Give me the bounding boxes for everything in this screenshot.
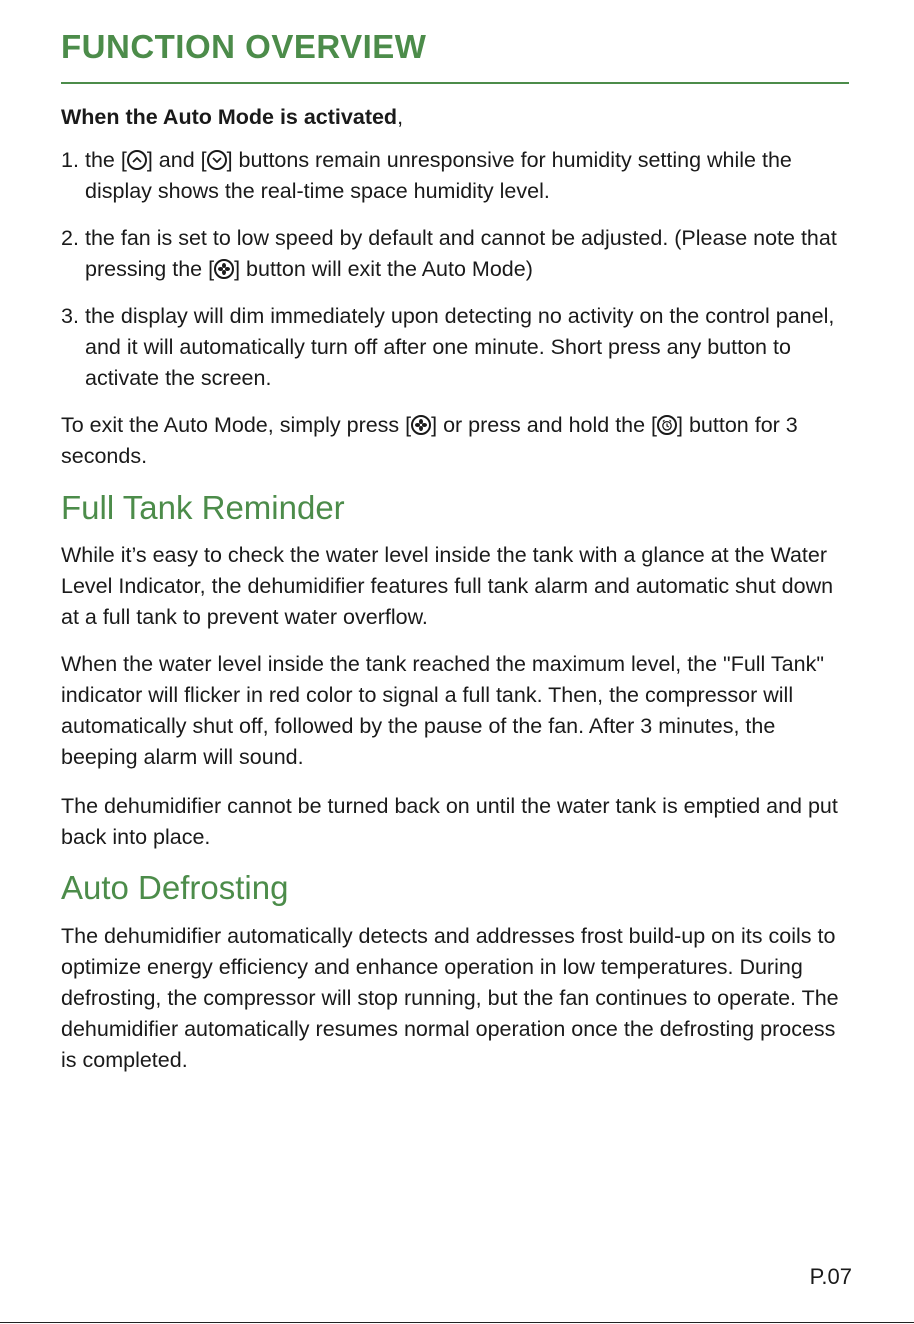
list-number: 3.	[61, 304, 79, 328]
page-title: FUNCTION OVERVIEW	[61, 28, 427, 65]
auto-mode-exit	[61, 410, 851, 472]
section-heading-auto-defrost: Auto Defrosting	[61, 869, 289, 906]
page-number: P.07	[809, 1264, 852, 1289]
exit-text: ] button for 3 seconds.	[61, 413, 798, 468]
chevron-up-icon	[127, 150, 147, 170]
list-text: the [	[85, 148, 127, 172]
list-text: ] buttons remain unresponsive for humidity setting while the display shows the real-time space humidity level.	[85, 148, 792, 203]
list-item	[61, 301, 851, 394]
list-text: ] button will exit the Auto Mode)	[234, 257, 533, 281]
auto-defrost-paragraph: The dehumidifier automatically detects and addresses frost build-up on its coils to optimize energy efficiency and enhance operation in low temperatures. During defrosting, the compressor will stop running, but the fan continues to operate. The dehumidifier automatically resumes normal operation once the defrosting process is completed.	[61, 924, 839, 1072]
section-heading-full-tank: Full Tank Reminder	[61, 489, 345, 526]
auto-mode-list	[61, 145, 851, 410]
list-text: the fan is set to low speed by default and cannot be adjusted. (Please note that pressing the [	[85, 226, 837, 281]
chevron-down-icon	[207, 150, 227, 170]
full-tank-paragraph-1: While it’s easy to check the water level inside the tank with a glance at the Water Level Indicator, the dehumidifier features full tank alarm and automatic shut down at a full tank to prevent water overflow.	[61, 543, 834, 629]
full-tank-paragraph-3: The dehumidifier cannot be turned back on until the water tank is emptied and put back into place.	[61, 794, 838, 849]
bottom-divider	[0, 1322, 914, 1323]
full-tank-paragraph-2: When the water level inside the tank reached the maximum level, the "Full Tank" indicator will flicker in red color to signal a full tank. Then, the compressor will automatically shut off, followed by the pause of the fan. After 3 minutes, the beeping alarm will sound.	[61, 652, 824, 769]
list-item	[61, 223, 851, 285]
list-text: ] and [	[146, 148, 207, 172]
list-number: 2.	[61, 226, 79, 250]
exit-text: ] or press and hold the [	[431, 413, 658, 437]
auto-mode-intro	[61, 102, 851, 133]
fan-icon	[214, 259, 234, 279]
list-text: the display will dim immediately upon detecting no activity on the control panel, and it will automatically turn off after one minute. Short press any button to activate the screen.	[85, 304, 835, 390]
list-item	[61, 145, 851, 207]
timer-icon	[657, 415, 677, 435]
title-divider	[61, 82, 849, 84]
exit-text: To exit the Auto Mode, simply press [	[61, 413, 412, 437]
auto-mode-intro-bold: When the Auto Mode is activated	[61, 105, 398, 129]
fan-icon	[411, 415, 431, 435]
auto-mode-intro-rest: ,	[397, 105, 404, 129]
list-number: 1.	[61, 148, 79, 172]
